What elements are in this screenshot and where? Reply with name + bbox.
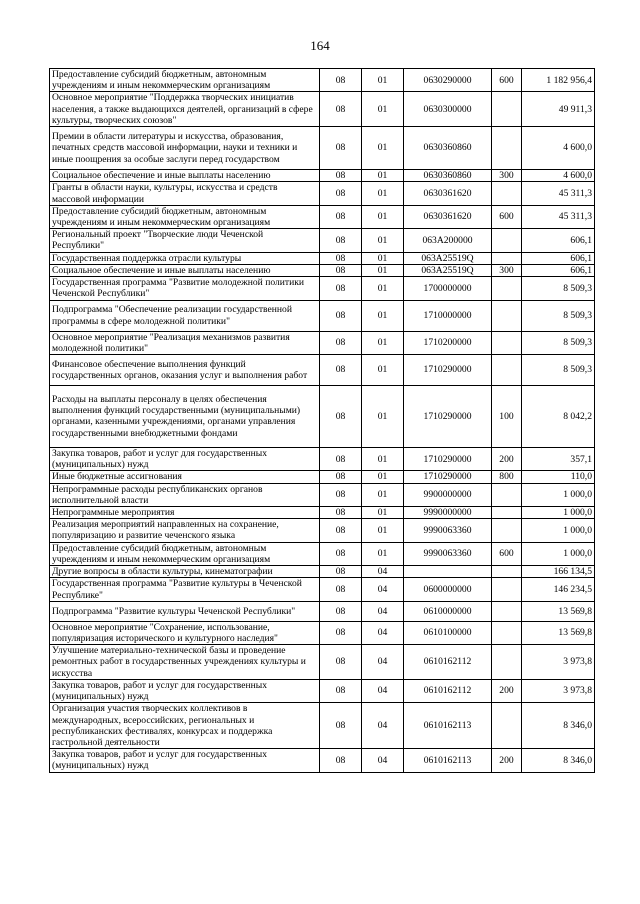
item-name-cell: Премии в области литературы и искусства, образования, печатных средств массовой информации, науки и техники и иные поощрения за особые заслуги перед государством [50,127,320,170]
expense-type-code-cell [492,182,522,205]
budget-table [49,68,595,773]
subsection-code-cell: 04 [362,601,404,621]
subsection-code-cell: 01 [362,507,404,519]
item-name-cell: Улучшение материально-технической базы и проведение ремонтных работ в государственных учреждениях культуры и искусства [50,645,320,680]
target-article-code-cell: 0610100000 [404,621,492,644]
expense-type-code-cell [492,483,522,506]
target-article-code-cell: 063A25519Q [404,264,492,276]
subsection-code-cell: 01 [362,300,404,331]
subsection-code-cell: 01 [362,170,404,182]
table-row [50,578,595,601]
item-name-cell: Основное мероприятие "Реализация механизмов развития молодежной политики" [50,331,320,354]
subsection-code-cell: 01 [362,229,404,252]
amount-cell: 8 509,3 [522,277,595,300]
subsection-code-cell: 04 [362,621,404,644]
subsection-code-cell: 01 [362,277,404,300]
section-code-cell: 08 [320,447,362,470]
amount-cell: 3 973,8 [522,679,595,702]
item-name-cell: Основное мероприятие "Поддержка творческих инициатив населения, а также выдающихся деятелей, организаций в сфере культуры, творческих союзов" [50,92,320,127]
item-name-cell: Государственная поддержка отрасли культуры [50,252,320,264]
expense-type-code-cell: 200 [492,447,522,470]
subsection-code-cell: 04 [362,566,404,578]
subsection-code-cell: 04 [362,703,404,749]
section-code-cell: 08 [320,542,362,565]
target-article-code-cell: 0610000000 [404,601,492,621]
subsection-code-cell: 01 [362,252,404,264]
item-name-cell: Иные бюджетные ассигнования [50,471,320,483]
target-article-code-cell: 1700000000 [404,277,492,300]
item-name-cell: Реализация мероприятий направленных на сохранение, популяризацию и развитие чеченского языка [50,519,320,542]
amount-cell: 49 911,3 [522,92,595,127]
expense-type-code-cell: 800 [492,471,522,483]
target-article-code-cell: 1710290000 [404,354,492,385]
table-row [50,385,595,447]
expense-type-code-cell [492,621,522,644]
subsection-code-cell: 01 [362,447,404,470]
expense-type-code-cell [492,331,522,354]
amount-cell: 606,1 [522,229,595,252]
expense-type-code-cell: 100 [492,385,522,447]
section-code-cell: 08 [320,127,362,170]
expense-type-code-cell [492,127,522,170]
table-row [50,679,595,702]
section-code-cell: 08 [320,645,362,680]
table-row [50,519,595,542]
item-name-cell: Региональный проект "Творческие люди Чеченской Республики" [50,229,320,252]
subsection-code-cell: 01 [362,264,404,276]
subsection-code-cell: 01 [362,519,404,542]
target-article-code-cell: 0610162113 [404,749,492,772]
target-article-code-cell: 1710290000 [404,447,492,470]
table-row [50,354,595,385]
section-code-cell: 08 [320,264,362,276]
amount-cell: 13 569,8 [522,601,595,621]
table-row [50,92,595,127]
amount-cell: 8 042,2 [522,385,595,447]
page-number: 164 [310,38,330,53]
amount-cell: 606,1 [522,264,595,276]
expense-type-code-cell: 200 [492,749,522,772]
expense-type-code-cell [492,92,522,127]
expense-type-code-cell [492,229,522,252]
section-code-cell: 08 [320,229,362,252]
section-code-cell: 08 [320,354,362,385]
subsection-code-cell: 01 [362,205,404,228]
target-article-code-cell: 0630300000 [404,92,492,127]
amount-cell: 8 346,0 [522,703,595,749]
amount-cell: 4 600,0 [522,170,595,182]
amount-cell: 8 509,3 [522,300,595,331]
section-code-cell: 08 [320,507,362,519]
item-name-cell: Закупка товаров, работ и услуг для государственных (муниципальных) нужд [50,447,320,470]
table-row [50,507,595,519]
section-code-cell: 08 [320,182,362,205]
amount-cell: 8 346,0 [522,749,595,772]
table-row [50,127,595,170]
subsection-code-cell: 04 [362,749,404,772]
item-name-cell: Гранты в области науки, культуры, искусства и средств массовой информации [50,182,320,205]
expense-type-code-cell [492,578,522,601]
table-row [50,170,595,182]
item-name-cell: Финансовое обеспечение выполнения функций государственных органов, оказания услуг и выполнения работ [50,354,320,385]
section-code-cell: 08 [320,749,362,772]
subsection-code-cell: 01 [362,542,404,565]
amount-cell: 8 509,3 [522,354,595,385]
target-article-code-cell: 1710000000 [404,300,492,331]
target-article-code-cell: 9990063360 [404,519,492,542]
target-article-code-cell: 9990063360 [404,542,492,565]
amount-cell: 1 000,0 [522,483,595,506]
subsection-code-cell: 04 [362,679,404,702]
target-article-code-cell: 9900000000 [404,483,492,506]
amount-cell: 4 600,0 [522,127,595,170]
expense-type-code-cell [492,601,522,621]
expense-type-code-cell [492,252,522,264]
table-row [50,601,595,621]
item-name-cell: Непрограммные мероприятия [50,507,320,519]
item-name-cell: Расходы на выплаты персоналу в целях обеспечения выполнения функций государственными (муниципальными) органами, казенными учреждениями, органами управления государственными внебюджетными фондами [50,385,320,447]
section-code-cell: 08 [320,578,362,601]
target-article-code-cell: 0610162112 [404,645,492,680]
section-code-cell: 08 [320,703,362,749]
table-row [50,277,595,300]
table-row [50,182,595,205]
item-name-cell: Социальное обеспечение и иные выплаты населению [50,170,320,182]
item-name-cell: Подпрограмма "Развитие культуры Чеченской Республики" [50,601,320,621]
item-name-cell: Государственная программа "Развитие молодежной политики Чеченской Республики" [50,277,320,300]
expense-type-code-cell [492,354,522,385]
expense-type-code-cell [492,277,522,300]
target-article-code-cell: 063A25519Q [404,252,492,264]
expense-type-code-cell [492,519,522,542]
item-name-cell: Организация участия творческих коллективов в международных, всероссийских, региональных и республиканских фестивалях, конкурсах и поддержка гастрольной деятельности [50,703,320,749]
amount-cell: 146 234,5 [522,578,595,601]
item-name-cell: Подпрограмма "Обеспечение реализации государственной программы в сфере молодежной политики" [50,300,320,331]
expense-type-code-cell: 600 [492,69,522,92]
amount-cell: 8 509,3 [522,331,595,354]
amount-cell: 45 311,3 [522,182,595,205]
target-article-code-cell: 9990000000 [404,507,492,519]
section-code-cell: 08 [320,601,362,621]
item-name-cell: Основное мероприятие "Сохранение, использование, популяризация исторического и культурного наследия" [50,621,320,644]
table-row [50,447,595,470]
section-code-cell: 08 [320,519,362,542]
amount-cell: 13 569,8 [522,621,595,644]
target-article-code-cell: 063A200000 [404,229,492,252]
target-article-code-cell: 0630361620 [404,205,492,228]
expense-type-code-cell: 600 [492,205,522,228]
table-row [50,300,595,331]
item-name-cell: Непрограммные расходы республиканских органов исполнительной власти [50,483,320,506]
subsection-code-cell: 01 [362,92,404,127]
item-name-cell: Закупка товаров, работ и услуг для государственных (муниципальных) нужд [50,749,320,772]
subsection-code-cell: 01 [362,127,404,170]
target-article-code-cell: 1710290000 [404,471,492,483]
section-code-cell: 08 [320,170,362,182]
expense-type-code-cell [492,645,522,680]
expense-type-code-cell [492,507,522,519]
section-code-cell: 08 [320,471,362,483]
section-code-cell: 08 [320,92,362,127]
section-code-cell: 08 [320,566,362,578]
amount-cell: 110,0 [522,471,595,483]
item-name-cell: Государственная программа "Развитие культуры в Чеченской Республике" [50,578,320,601]
table-row [50,471,595,483]
target-article-code-cell: 0630290000 [404,69,492,92]
section-code-cell: 08 [320,483,362,506]
amount-cell: 1 182 956,4 [522,69,595,92]
target-article-code-cell: 1710200000 [404,331,492,354]
subsection-code-cell: 01 [362,182,404,205]
section-code-cell: 08 [320,277,362,300]
amount-cell: 357,1 [522,447,595,470]
target-article-code-cell: 0600000000 [404,578,492,601]
amount-cell: 1 000,0 [522,507,595,519]
subsection-code-cell: 01 [362,385,404,447]
subsection-code-cell: 04 [362,645,404,680]
expense-type-code-cell: 200 [492,679,522,702]
table-row [50,69,595,92]
target-article-code-cell: 1710290000 [404,385,492,447]
expense-type-code-cell [492,300,522,331]
table-row [50,621,595,644]
item-name-cell: Предоставление субсидий бюджетным, автономным учреждениям и иным некоммерческим организациям [50,205,320,228]
table-row [50,645,595,680]
section-code-cell: 08 [320,205,362,228]
section-code-cell: 08 [320,385,362,447]
budget-table-body [50,69,595,773]
table-row [50,331,595,354]
target-article-code-cell: 0610162113 [404,703,492,749]
item-name-cell: Предоставление субсидий бюджетным, автономным учреждениям и иным некоммерческим организациям [50,69,320,92]
amount-cell: 166 134,5 [522,566,595,578]
table-row [50,542,595,565]
subsection-code-cell: 04 [362,578,404,601]
subsection-code-cell: 01 [362,331,404,354]
amount-cell: 3 973,8 [522,645,595,680]
target-article-code-cell [404,566,492,578]
target-article-code-cell: 0630360860 [404,127,492,170]
table-row [50,264,595,276]
subsection-code-cell: 01 [362,354,404,385]
item-name-cell: Предоставление субсидий бюджетным, автономным учреждениям и иным некоммерческим организациям [50,542,320,565]
target-article-code-cell: 0610162112 [404,679,492,702]
amount-cell: 606,1 [522,252,595,264]
expense-type-code-cell [492,566,522,578]
amount-cell: 1 000,0 [522,542,595,565]
table-row [50,749,595,772]
item-name-cell: Закупка товаров, работ и услуг для государственных (муниципальных) нужд [50,679,320,702]
table-row [50,205,595,228]
subsection-code-cell: 01 [362,69,404,92]
amount-cell: 1 000,0 [522,519,595,542]
target-article-code-cell: 0630360860 [404,170,492,182]
section-code-cell: 08 [320,331,362,354]
expense-type-code-cell: 300 [492,170,522,182]
section-code-cell: 08 [320,300,362,331]
item-name-cell: Социальное обеспечение и иные выплаты населению [50,264,320,276]
subsection-code-cell: 01 [362,471,404,483]
section-code-cell: 08 [320,69,362,92]
table-row [50,703,595,749]
item-name-cell: Другие вопросы в области культуры, кинематографии [50,566,320,578]
table-row [50,252,595,264]
table-row [50,229,595,252]
section-code-cell: 08 [320,679,362,702]
expense-type-code-cell: 600 [492,542,522,565]
section-code-cell: 08 [320,621,362,644]
target-article-code-cell: 0630361620 [404,182,492,205]
table-row [50,566,595,578]
amount-cell: 45 311,3 [522,205,595,228]
table-row [50,483,595,506]
section-code-cell: 08 [320,252,362,264]
expense-type-code-cell: 300 [492,264,522,276]
expense-type-code-cell [492,703,522,749]
subsection-code-cell: 01 [362,483,404,506]
